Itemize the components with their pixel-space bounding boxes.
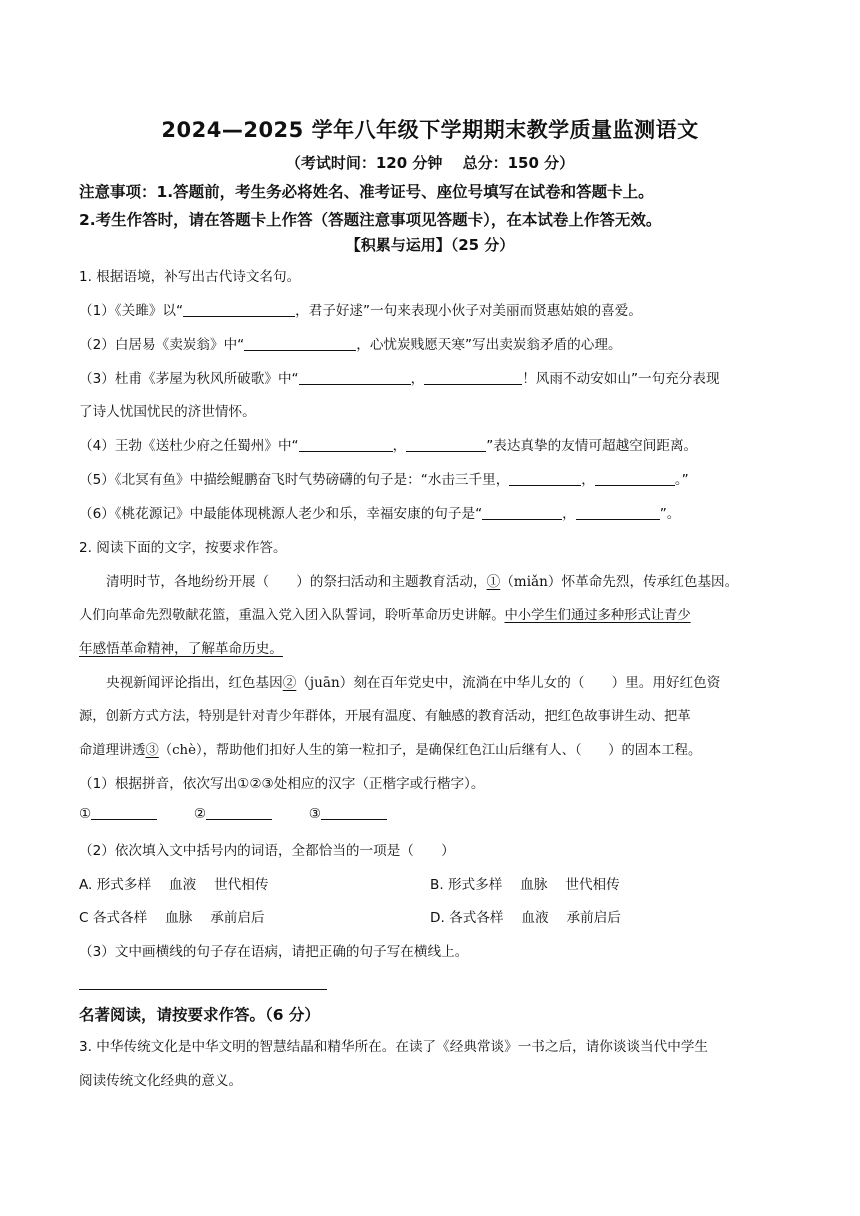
passage-line-2 — [79, 604, 691, 623]
answer-blank[interactable] — [299, 437, 393, 452]
option-c[interactable]: C 各式各样 血脉 承前启后 — [79, 910, 265, 926]
passage-4a: 央视新闻评论指出，红色基因 — [106, 675, 283, 691]
q1-3-text-c: ！风雨不动安如山”一句充分表现 — [522, 371, 720, 387]
answer-blank[interactable] — [424, 370, 522, 385]
option-d[interactable]: D. 各式各样 血液 承前启后 — [430, 910, 621, 926]
answer-label-1: ① — [79, 806, 92, 822]
marker-3: ③ — [145, 743, 159, 758]
q2-sub-3: （3）文中画横线的句子存在语病，请把正确的句子写在横线上。 — [79, 944, 469, 960]
q1-1-text-a: （1）《关雎》以“ — [79, 303, 184, 319]
answer-line[interactable] — [79, 989, 327, 990]
q1-5-text-a: （5）《北冥有鱼》中描绘鲲鹏奋飞时气势磅礴的句子是：“水击三千里， — [79, 472, 510, 488]
question-2-stem: 2. 阅读下面的文字，按要求作答。 — [79, 540, 287, 556]
answer-label-2: ② — [193, 806, 207, 822]
underlined-sentence-part-2: 年感悟革命精神，了解革命历史。 — [79, 641, 283, 657]
question-3-line-2: 阅读传统文化经典的意义。 — [79, 1073, 243, 1089]
q1-4-text-c: ”表达真挚的友情可超越空间距离。 — [486, 438, 698, 454]
passage-1a: 清明时节，各地纷纷开展（ ）的祭扫活动和主题教育活动， — [106, 574, 487, 590]
passage-6a: 命道理讲透 — [79, 743, 146, 758]
q1-3-text-a: （3）杜甫《茅屋为秋风所破歌》中“ — [79, 371, 299, 387]
q1-item-5 — [79, 468, 689, 488]
answer-blank[interactable] — [91, 805, 157, 820]
q1-2-text-b: ，心忧炭贱愿天寒”写出卖炭翁矛盾的心理。 — [356, 337, 622, 353]
q1-4-text-b: ， — [392, 438, 407, 454]
answer-blank[interactable] — [482, 505, 562, 520]
option-a[interactable]: A. 形式多样 血液 世代相传 — [79, 877, 269, 893]
q2-sub-1-answers — [79, 805, 387, 822]
question-1-stem: 1. 根据语境，补写出古代诗文名句。 — [79, 269, 301, 285]
passage-line-1 — [106, 570, 738, 590]
answer-blank[interactable] — [595, 471, 675, 486]
underlined-sentence-part-1: 中小学生们通过多种形式让青少 — [504, 608, 691, 623]
question-3-line-1: 3. 中华传统文化是中华文明的智慧结晶和精华所在。在读了《经典常谈》一书之后，请你谈谈当代中学生 — [79, 1039, 709, 1055]
answer-blank[interactable] — [299, 370, 411, 385]
exam-time-info: （考试时间：120 分钟 总分：150 分） — [285, 154, 575, 172]
passage-6c: （chè），帮助他们扣好人生的第一粒扣子，是确保红色江山后继有人、（ ）的固本工程。 — [158, 743, 702, 758]
q2-sub-2: （2）依次填入文中括号内的词语，全都恰当的一项是（ ） — [79, 843, 455, 859]
exam-title: 2024—2025 学年八年级下学期期末教学质量监测语文 — [161, 118, 699, 142]
q1-item-1 — [79, 299, 642, 319]
q1-1-text-b: ，君子好逑”一句来表现小伙子对美丽而贤惠姑娘的喜爱。 — [295, 303, 642, 319]
passage-4c: （juān）刻在百年党史中，流淌在中华儿女的（ ）里。用好红色资 — [296, 675, 721, 691]
answer-label-3: ③ — [308, 806, 321, 822]
section-heading-accumulation: 【积累与运用】（25 分） — [345, 236, 515, 254]
q1-6-text-b: ， — [562, 506, 576, 522]
q1-item-3-cont: 了诗人忧国忧民的济世情怀。 — [79, 404, 256, 420]
q1-3-text-b: ， — [410, 371, 425, 387]
q1-6-text-c: ”。 — [659, 506, 681, 522]
answer-blank[interactable] — [576, 505, 660, 520]
passage-1c: （miǎn）怀革命先烈，传承红色基因。 — [500, 574, 739, 590]
answer-blank[interactable] — [206, 805, 272, 820]
marker-1: ① — [486, 574, 501, 590]
marker-2: ② — [282, 675, 297, 691]
q2-sub-1: （1）根据拼音，依次写出①②③处相应的汉字（正楷字或行楷字）。 — [79, 776, 485, 792]
notice-line-2: 2.考生作答时，请在答题卡上作答（答题注意事项见答题卡），在本试卷上作答无效。 — [79, 211, 662, 229]
q1-5-text-c: 。” — [674, 472, 689, 488]
option-b[interactable]: B. 形式多样 血脉 世代相传 — [430, 877, 620, 893]
notice-line-1: 注意事项：1.答题前，考生务必将姓名、准考证号、座位号填写在试卷和答题卡上。 — [79, 183, 654, 201]
q1-6-text-a: （6）《桃花源记》中最能体现桃源人老少和乐，幸福安康的句子是“ — [79, 506, 483, 522]
passage-2a: 人们向革命先烈敬献花篮，重温入党入团入队誓词，聆听革命历史讲解。 — [79, 608, 505, 623]
q1-2-text-a: （2）白居易《卖炭翁》中“ — [79, 337, 245, 353]
passage-line-3 — [79, 637, 283, 657]
answer-blank[interactable] — [321, 805, 387, 820]
q1-item-6 — [79, 502, 680, 522]
answer-blank[interactable] — [406, 437, 486, 452]
q1-4-text-a: （4）王勃《送杜少府之任蜀州》中“ — [79, 438, 299, 454]
answer-blank[interactable] — [244, 336, 356, 351]
q1-item-4 — [79, 434, 697, 454]
q1-5-text-b: ， — [581, 472, 595, 488]
passage-line-5: 源，创新方式方法，特别是针对青少年群体，开展有温度、有触感的教育活动，把红色故事讲生动、把革 — [79, 709, 691, 724]
section-heading-classics: 名著阅读，请按要求作答。（6 分） — [79, 1006, 320, 1024]
passage-line-4 — [106, 671, 720, 691]
q1-item-2 — [79, 333, 622, 353]
answer-blank[interactable] — [183, 302, 295, 317]
q1-item-3 — [79, 367, 720, 387]
passage-line-6 — [79, 739, 701, 758]
answer-blank[interactable] — [509, 471, 581, 486]
